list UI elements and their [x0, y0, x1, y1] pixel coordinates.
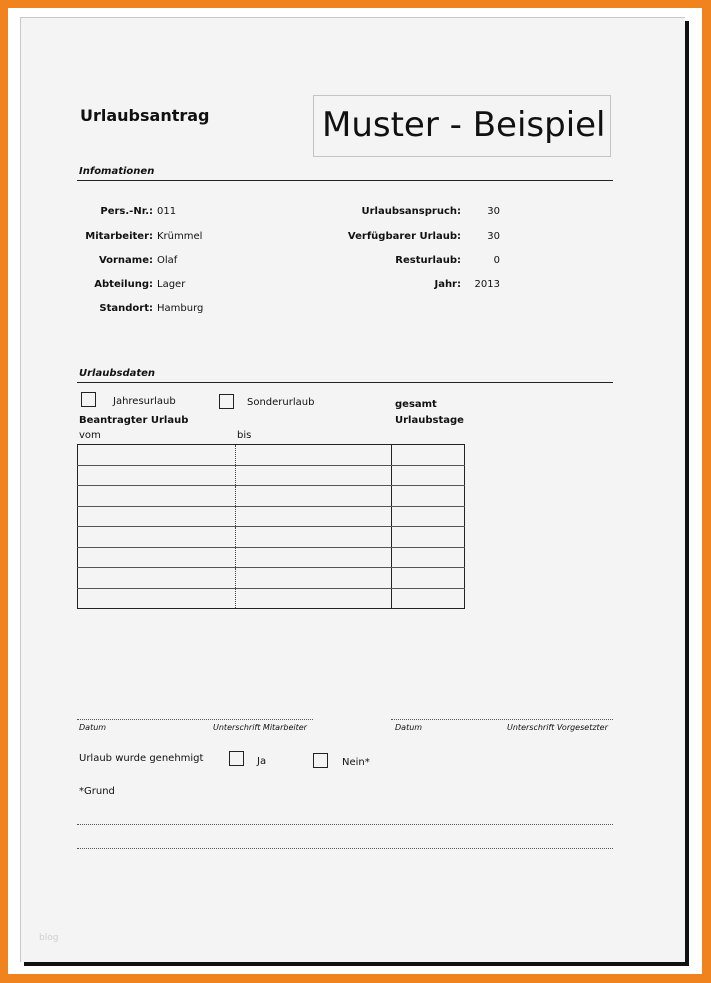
to-date-cell[interactable]	[235, 527, 392, 548]
jahr-value: 2013	[474, 279, 500, 290]
from-date-cell[interactable]	[78, 445, 236, 466]
vom-label: vom	[79, 430, 101, 441]
leave-row	[78, 568, 465, 589]
total-days-cell[interactable]	[392, 527, 465, 548]
vorname-value: Olaf	[157, 255, 178, 266]
beantragter-urlaub-label: Beantragter Urlaub	[79, 415, 189, 426]
to-date-cell[interactable]	[235, 547, 392, 568]
manager-date-label: Datum	[395, 723, 423, 732]
jahresurlaub-label: Jahresurlaub	[113, 396, 176, 407]
verfuegbarer-urlaub-label: Verfügbarer Urlaub:	[347, 231, 461, 242]
urlaubsanspruch-value: 30	[487, 206, 500, 217]
mitarbeiter-value: Krümmel	[157, 231, 203, 242]
leave-row	[78, 588, 465, 609]
to-date-cell[interactable]	[235, 588, 392, 609]
total-days-cell[interactable]	[392, 486, 465, 507]
manager-signature-line[interactable]	[391, 719, 613, 720]
info-section-label: Infomationen	[79, 166, 155, 177]
leave-row	[78, 486, 465, 507]
from-date-cell[interactable]	[78, 527, 236, 548]
approved-no-label: Nein*	[342, 757, 370, 768]
info-section-rule	[77, 180, 613, 181]
total-days-cell[interactable]	[392, 588, 465, 609]
to-date-cell[interactable]	[235, 465, 392, 486]
standort-value: Hamburg	[157, 303, 204, 314]
sample-stamp: Muster - Beispiel	[313, 95, 611, 157]
approval-label: Urlaub wurde genehmigt	[79, 753, 204, 764]
reason-label: *Grund	[79, 786, 115, 797]
sonderurlaub-checkbox[interactable]	[219, 394, 234, 409]
leave-dates-table	[77, 444, 465, 609]
leave-row	[78, 506, 465, 527]
gesamt-label: gesamt	[395, 399, 437, 410]
to-date-cell[interactable]	[235, 568, 392, 589]
employee-signature-line[interactable]	[77, 719, 313, 720]
mitarbeiter-label: Mitarbeiter:	[85, 231, 153, 242]
pers-nr-label: Pers.-Nr.:	[100, 206, 153, 217]
jahr-label: Jahr:	[434, 279, 461, 290]
leave-row	[78, 465, 465, 486]
leave-section-label: Urlaubsdaten	[79, 368, 156, 379]
from-date-cell[interactable]	[78, 588, 236, 609]
total-days-cell[interactable]	[392, 465, 465, 486]
standort-label: Standort:	[99, 303, 153, 314]
employee-signature-label: Unterschrift Mitarbeiter	[213, 723, 307, 732]
jahresurlaub-checkbox[interactable]	[81, 392, 96, 407]
reason-line-1[interactable]	[77, 824, 613, 825]
urlaubstage-label: Urlaubstage	[395, 415, 464, 426]
document-title: Urlaubsantrag	[80, 106, 210, 125]
from-date-cell[interactable]	[78, 506, 236, 527]
to-date-cell[interactable]	[235, 445, 392, 466]
to-date-cell[interactable]	[235, 486, 392, 507]
urlaubsanspruch-label: Urlaubsanspruch:	[361, 206, 461, 217]
total-days-cell[interactable]	[392, 568, 465, 589]
from-date-cell[interactable]	[78, 568, 236, 589]
resturlaub-label: Resturlaub:	[395, 255, 461, 266]
approved-yes-checkbox[interactable]	[229, 751, 244, 766]
from-date-cell[interactable]	[78, 486, 236, 507]
sonderurlaub-label: Sonderurlaub	[247, 397, 315, 408]
leave-row	[78, 445, 465, 466]
document-page	[20, 17, 685, 962]
from-date-cell[interactable]	[78, 547, 236, 568]
leave-row	[78, 527, 465, 548]
total-days-cell[interactable]	[392, 547, 465, 568]
abteilung-value: Lager	[157, 279, 186, 290]
vorname-label: Vorname:	[98, 255, 153, 266]
employee-date-label: Datum	[79, 723, 107, 732]
resturlaub-value: 0	[493, 255, 500, 266]
pers-nr-value: 011	[157, 206, 177, 217]
leave-row	[78, 547, 465, 568]
abteilung-label: Abteilung:	[94, 279, 153, 290]
total-days-cell[interactable]	[392, 445, 465, 466]
manager-signature-label: Unterschrift Vorgesetzter	[507, 723, 608, 732]
leave-section-rule	[77, 382, 613, 383]
to-date-cell[interactable]	[235, 506, 392, 527]
verfuegbarer-urlaub-value: 30	[487, 231, 500, 242]
approved-yes-label: Ja	[257, 756, 267, 767]
watermark-text: blog	[39, 933, 59, 943]
approved-no-checkbox[interactable]	[313, 753, 328, 768]
bis-label: bis	[237, 430, 252, 441]
total-days-cell[interactable]	[392, 506, 465, 527]
reason-line-2[interactable]	[77, 848, 613, 849]
from-date-cell[interactable]	[78, 465, 236, 486]
